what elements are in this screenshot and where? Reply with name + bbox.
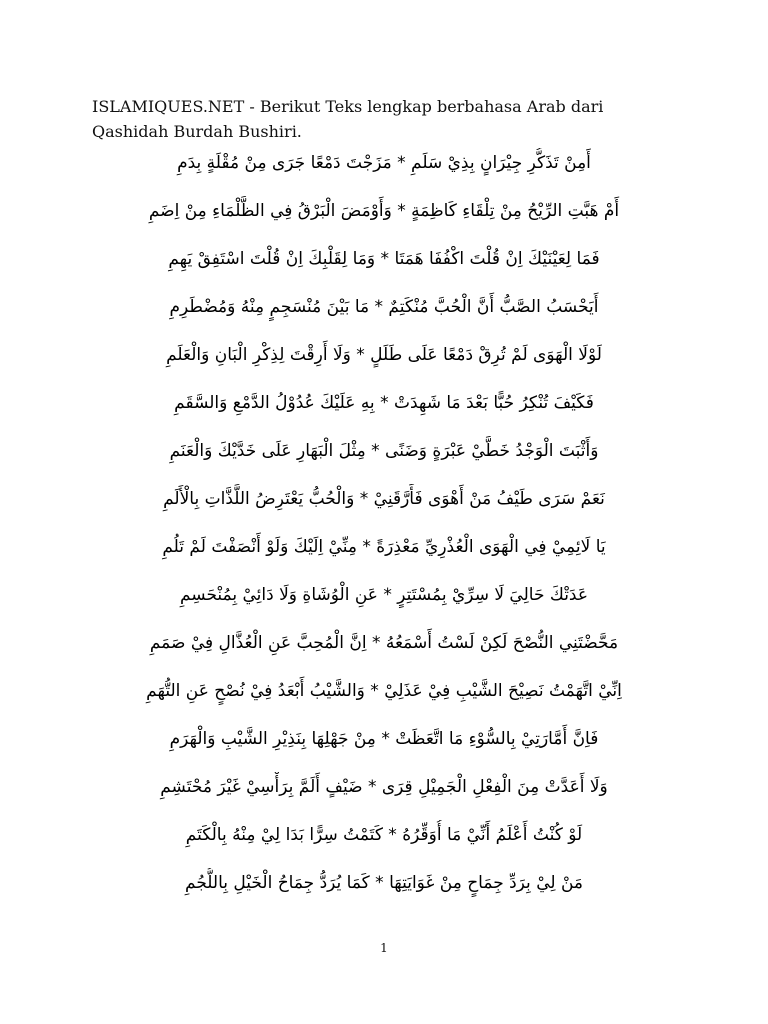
verse-line: فَكَيْفَ تُنْكِرُ حُبًّا بَعْدَ مَا شَهِدَتْ * بِهِ عَلَيْكَ عُدُوْلُ الدَّمْعِ وَالسَّقَمِ [174, 393, 594, 413]
verse-line: مَحَّضْتَنِي النُّصْحَ لَكِنْ لَسْتُ أَسْمَعُهُ * اِنَّ الْمُحِبَّ عَنِ الْعُذَّالِ فِيْ صَمَمِ [149, 633, 619, 653]
verse-line: وَأَثْبَتَ الْوَجْدُ خَطَّيْ عَبْرَةٍ وَضَنًى * مِثْلَ الْبَهَارِ عَلَى خَدَّيْكَ وَالْعَنَمِ [169, 441, 599, 461]
verse-list [40, 148, 728, 916]
verse-line: أَمْ هَبَّتِ الرِّيْحُ مِنْ تِلْقَاءِ كَاظِمَةٍ * وَأَوْمَضَ الْبَرْقُ فِي الظَّلْمَاءِ مِنْ اِضَمِ [148, 201, 620, 221]
verse-line: نَعَمْ سَرَى طَيْفُ مَنْ أَهْوَى فَأَرَّقَنِيْ * وَالْحُبُّ يَعْتَرِضُ اللَّذَّاتِ بِالْأَلَمِ [163, 489, 605, 509]
intro-paragraph [92, 94, 692, 144]
verse-line: فَمَا لِعَيْنَيْكَ اِنْ قُلْتَ اكْفُفَا هَمَتَا * وَمَا لِقَلْبِكَ اِنْ قُلْتَ اسْتَفِقْ يَهِمِ [168, 249, 600, 269]
intro-line-1: ISLAMIQUES.NET - Berikut Teks lengkap berbahasa Arab dari [92, 97, 604, 116]
verse-line: مَنْ لِيْ بِرَدِّ جِمَاحٍ مِنْ غَوَايَتِهَا * كَمَا يُرَدُّ جِمَاحُ الْخَيْلِ بِاللُّجُمِ [185, 873, 583, 893]
verse-line: فَاِنَّ أَمَّارَتِيْ بِالسُّوْءِ مَا اتَّعَظَتْ * مِنْ جَهْلِهَا بِنَذِيْرِ الشَّيْبِ وَالْهَرَمِ [169, 729, 599, 749]
verse-line: أَيَحْسَبُ الصَّبُّ أَنَّ الْحُبَّ مُنْكَتِمٌ * مَا بَيْنَ مُنْسَجِمٍ مِنْهُ وَمُضْطَرِمِ [169, 297, 599, 317]
verse-line: وَلَا أَعَدَّتْ مِنَ الْفِعْلِ الْجَمِيْلِ قِرَى * ضَيْفٍ أَلَمَّ بِرَأْسِيْ غَيْرَ مُحْتَشِمِ [160, 777, 608, 797]
verse-line: لَوْلَا الْهَوَى لَمْ تُرِقْ دَمْعًا عَلَى طَلَلٍ * وَلَا أَرِقْتَ لِذِكْرِ الْبَانِ وَالْعَلَمِ [166, 345, 602, 365]
page-number: 1 [380, 941, 388, 955]
verse-line: لَوْ كُنْتُ أَعْلَمُ أَنِّيْ مَا أُوَقِّرُهُ * كَتَمْتُ سِرًّا بَدَا لِيْ مِنْهُ بِالْكَتَمِ [185, 825, 583, 845]
verse-line: عَدَتْكَ حَالِيَ لَا سِرِّيْ بِمُسْتَتِرٍ * عَنِ الْوُشَاةِ وَلَا دَائِيْ بِمُنْحَسِمِ [179, 585, 589, 605]
verse-line: يَا لَائِمِيْ فِي الْهَوَى الْعُذْرِيِّ مَعْذِرَةً * مِنِّيْ اِلَيْكَ وَلَوْ أَنْصَفْتَ لَمْ تَلُمِ [162, 537, 606, 557]
verse-line: اِنِّيْ اتَّهَمْتُ نَصِيْحَ الشَّيْبِ فِيْ عَذَلِيْ * وَالشَّيْبُ أَبْعَدُ فِيْ نُصْحٍ عَنِ التُّهَمِ [146, 681, 622, 701]
verse-line: أَمِنْ تَذَكُّرِ جِيْرَانٍ بِذِيْ سَلَمِ * مَزَجْتَ دَمْعًا جَرَى مِنْ مُقْلَةٍ بِدَمِ [177, 153, 591, 173]
intro-line-2: Qashidah Burdah Bushiri. [92, 122, 302, 141]
